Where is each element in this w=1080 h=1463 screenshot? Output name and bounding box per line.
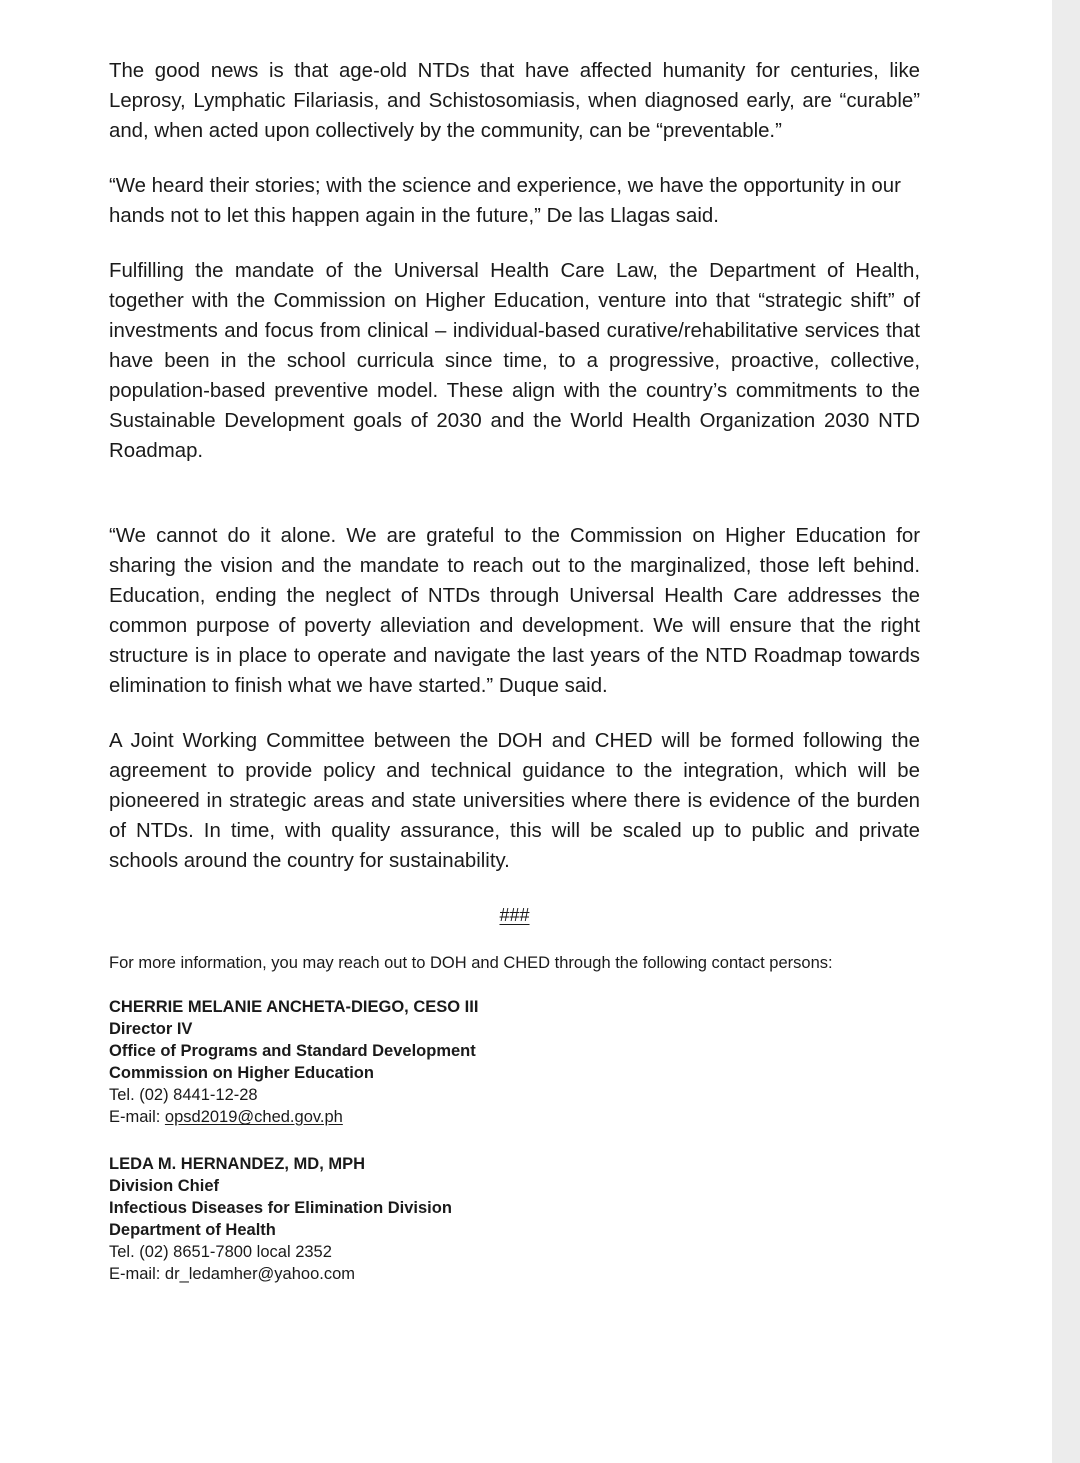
- paragraph-ntd-curable: The good news is that age-old NTDs that have affected humanity for centuries, like Leprosy, Lymphatic Filariasis, and Schistosomiasis, when diagnosed early, are “curable” and, when acted upon collectively by the community, can be “preventable.”: [109, 60, 920, 142]
- contact-email-label: E-mail:: [109, 1108, 165, 1126]
- contact-email-link[interactable]: opsd2019@ched.gov.ph: [164, 1108, 343, 1126]
- contact-block-ched: [109, 996, 920, 1128]
- paragraph-duque-quote: “We cannot do it alone. We are grateful to the Commission on Higher Education for sharing the vision and the mandate to reach out to the marginalized, those left behind. Education, ending the neglect of NTDs through Universal Health Care addresses the common purpose of poverty alleviation and development. We will ensure that the right structure is in place to operate and navigate the last years of the NTD Roadmap towards elimination to finish what we have started.” Duque said.: [109, 525, 920, 697]
- contact-position: Division Chief: [109, 1177, 220, 1195]
- contact-agency: Department of Health: [109, 1221, 276, 1239]
- contact-tel: Tel. (02) 8441-12-28: [109, 1086, 258, 1104]
- contact-block-doh: [109, 1153, 920, 1285]
- contact-position: Director IV: [109, 1020, 193, 1038]
- contact-name: LEDA M. HERNANDEZ, MD, MPH: [109, 1155, 366, 1173]
- contact-agency: Commission on Higher Education: [109, 1064, 374, 1082]
- contact-tel: Tel. (02) 8651-7800 local 2352: [109, 1243, 332, 1261]
- contact-email-line: [109, 1106, 920, 1128]
- contact-email-text: dr_ledamher@yahoo.com: [164, 1265, 356, 1283]
- paragraph-de-las-llagas-quote: “We heard their stories; with the science and experience, we have the opportunity in our hands not to let this happen again in the future,” De las Llagas said.: [109, 175, 901, 227]
- contact-name: CHERRIE MELANIE ANCHETA-DIEGO, CESO III: [109, 998, 479, 1016]
- paragraph-joint-working-committee: A Joint Working Committee between the DOH and CHED will be formed following the agreement to provide policy and technical guidance to the integration, which will be pioneered in strategic areas and state universities where there is evidence of the burden of NTDs. In time, with quality assurance, this will be scaled up to public and private schools around the country for sustainability.: [109, 730, 920, 872]
- end-mark: ###: [499, 905, 530, 925]
- contact-email-label: E-mail:: [109, 1265, 165, 1283]
- contact-office: Office of Programs and Standard Development: [109, 1042, 476, 1060]
- paragraph-uhc-mandate: Fulfilling the mandate of the Universal Health Care Law, the Department of Health, together with the Commission on Higher Education, venture into that “strategic shift” of investments and focus from clinical – individual-based curative/rehabilitative services that have been in the school curricula since time, to a progressive, proactive, collective, population-based preventive model. These align with the country’s commitments to the Sustainable Development goals of 2030 and the World Health Organization 2030 NTD Roadmap.: [109, 260, 920, 462]
- contact-intro: For more information, you may reach out to DOH and CHED through the following contact persons:: [109, 954, 833, 972]
- contact-email-line: [109, 1263, 920, 1285]
- contact-office: Infectious Diseases for Elimination Division: [109, 1199, 452, 1217]
- scroll-gutter: [1052, 0, 1080, 1463]
- document-body: [109, 56, 920, 1285]
